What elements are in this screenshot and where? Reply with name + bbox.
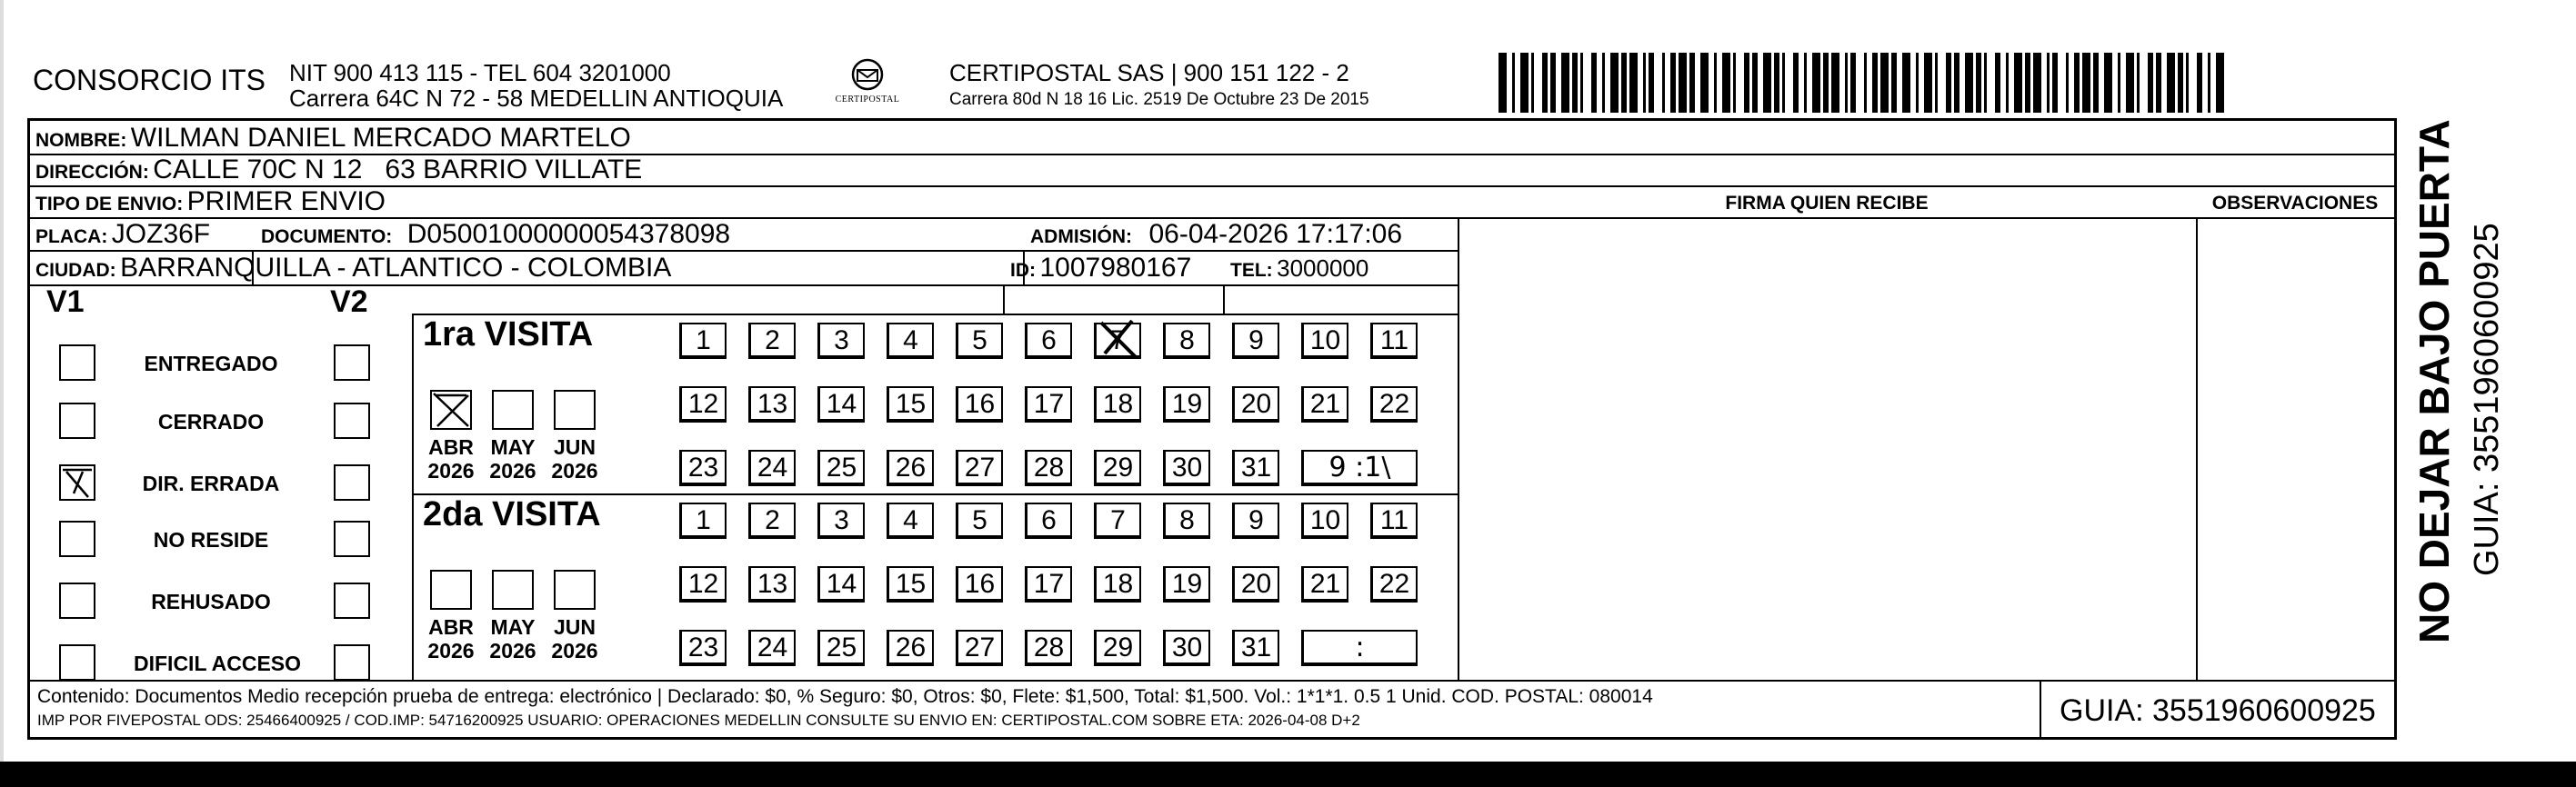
nombre-row <box>35 123 631 158</box>
day-box[interactable]: 17 <box>1025 386 1072 423</box>
barcode-bar <box>1610 53 1619 113</box>
day-box[interactable]: 7 <box>1094 323 1141 359</box>
barcode-bar <box>1872 53 1878 113</box>
admision-cell <box>1030 219 1402 254</box>
barcode-bar <box>1689 53 1695 113</box>
day-box[interactable]: 16 <box>956 386 1003 423</box>
handwritten-cross-icon <box>1096 317 1141 363</box>
visit-title: 1ra VISITA <box>423 315 594 354</box>
month-label: JUN <box>553 615 596 639</box>
barcode-bar <box>2118 53 2120 113</box>
barcode-bar <box>2104 53 2112 113</box>
tel-value: 3000000 <box>1277 254 1369 282</box>
tel-label: TEL: <box>1230 260 1273 281</box>
day-box[interactable]: 31 <box>1232 630 1279 666</box>
year-label: 2026 <box>427 639 475 662</box>
status-label: NO RESIDE <box>153 528 269 552</box>
month-label: MAY <box>490 435 536 459</box>
status-label: REHUSADO <box>151 590 271 613</box>
month-checkbox[interactable] <box>430 390 472 430</box>
day-box[interactable]: 24 <box>748 450 796 486</box>
year-label: 2026 <box>551 639 598 662</box>
month-label: JUN <box>553 435 596 459</box>
bottom-border <box>0 762 2576 787</box>
month-checkbox[interactable] <box>554 570 596 610</box>
placa-label: PLACA: <box>35 226 108 247</box>
id-label: ID: <box>1010 260 1036 281</box>
time-box[interactable]: : <box>1301 630 1418 666</box>
barcode-bar <box>2047 53 2050 113</box>
time-box[interactable]: 9 :1\ <box>1301 450 1418 486</box>
visit-title: 2da VISITA <box>423 495 601 533</box>
barcode-bar <box>1880 53 1889 113</box>
delivery-form <box>27 118 2397 740</box>
day-box[interactable]: 21 <box>1301 386 1348 423</box>
barcode-bar <box>1774 53 1779 113</box>
placa-value: JOZ36F <box>111 219 211 249</box>
day-box[interactable]: 30 <box>1163 450 1210 486</box>
barcode-bar <box>1550 53 1556 113</box>
tel-cell <box>1230 253 1368 288</box>
v1-checkbox[interactable] <box>59 644 95 681</box>
company-address: Carrera 64C N 72 - 58 MEDELLIN ANTIOQUIA <box>289 85 784 112</box>
day-box[interactable]: 3 <box>817 503 865 539</box>
barcode-bar <box>1850 53 1856 113</box>
barcode-bar <box>1714 53 1717 113</box>
day-box[interactable]: 3 <box>817 323 865 359</box>
day-box[interactable]: 24 <box>748 630 796 666</box>
month-checkbox[interactable] <box>492 390 534 430</box>
day-box[interactable]: 10 <box>1301 323 1348 359</box>
company-name: CONSORCIO ITS <box>33 64 266 96</box>
documento-value: D05001000000054378098 <box>406 219 731 249</box>
day-box[interactable]: 2 <box>748 503 796 539</box>
barcode-bar <box>1864 53 1867 113</box>
ciudad-cell <box>35 253 671 288</box>
v1-checkbox[interactable] <box>59 403 95 439</box>
v2-checkbox[interactable] <box>334 464 370 501</box>
day-box[interactable]: 1 <box>679 323 727 359</box>
barcode-bar <box>2093 53 2099 113</box>
day-box[interactable]: 15 <box>887 566 934 603</box>
barcode-bar <box>1700 53 1709 113</box>
month-checkbox[interactable] <box>554 390 596 430</box>
day-box[interactable]: 18 <box>1094 386 1141 423</box>
id-value: 1007980167 <box>1039 253 1192 283</box>
v1-label: V1 <box>46 284 85 319</box>
month-caption <box>423 435 479 483</box>
day-box[interactable]: 20 <box>1232 386 1279 423</box>
day-box[interactable]: 20 <box>1232 566 1279 603</box>
day-box[interactable]: 9 <box>1232 323 1279 359</box>
day-box[interactable]: 15 <box>887 386 934 423</box>
barcode-bar <box>1621 53 1627 113</box>
day-box[interactable]: 11 <box>1370 323 1418 359</box>
day-box[interactable]: 22 <box>1370 566 1418 603</box>
barcode-bar <box>2216 53 2224 113</box>
day-box[interactable]: 2 <box>748 323 796 359</box>
barcode-bar <box>1591 53 1597 113</box>
day-box[interactable]: 26 <box>887 450 934 486</box>
day-box[interactable]: 23 <box>679 630 727 666</box>
day-box[interactable]: 26 <box>887 630 934 666</box>
courier-license: Carrera 80d N 18 16 Lic. 2519 De Octubre 23 De 2015 <box>949 90 1369 109</box>
status-label: ENTREGADO <box>144 352 278 375</box>
status-label: DIFICIL ACCESO <box>134 652 302 675</box>
barcode-bar <box>1831 53 1839 113</box>
v2-label: V2 <box>330 284 368 319</box>
month-checkbox[interactable] <box>492 570 534 610</box>
barcode-bar <box>2156 53 2161 113</box>
day-box[interactable]: 27 <box>956 450 1003 486</box>
barcode-bar <box>2208 53 2210 113</box>
barcode-bar <box>1752 53 1758 113</box>
barcode-bar <box>1733 53 1736 113</box>
day-box[interactable]: 29 <box>1094 450 1141 486</box>
day-box[interactable]: 14 <box>817 386 865 423</box>
month-label: ABR <box>428 435 474 459</box>
day-box[interactable]: 1 <box>679 503 727 539</box>
barcode-bar <box>2148 53 2153 113</box>
day-box[interactable]: 28 <box>1025 630 1072 666</box>
direccion-label: DIRECCIÓN: <box>35 162 149 183</box>
left-edge <box>0 0 4 762</box>
courier-logo <box>831 55 904 109</box>
nombre-value: WILMAN DANIEL MERCADO MARTELO <box>130 123 631 153</box>
v2-checkbox[interactable] <box>334 344 370 381</box>
day-box[interactable]: 25 <box>817 630 865 666</box>
contenido-text: Contenido: Documentos Medio recepción prueba de entrega: electrónico | Declarado: $0, % Seguro: $0, Otros: $0, Flete: $1,500, Total: $1,500. Vol.: 1*1*1. 0.5 1 Unid. COD. POSTAL: 080014 <box>37 686 1653 707</box>
status-label: DIR. ERRADA <box>142 472 280 495</box>
barcode-bar <box>1512 53 1515 113</box>
day-box[interactable]: 21 <box>1301 566 1348 603</box>
barcode-bar <box>1602 53 1605 113</box>
barcode-bar <box>2178 53 2183 113</box>
day-box[interactable]: 29 <box>1094 630 1141 666</box>
day-box[interactable]: 4 <box>887 323 934 359</box>
month-caption <box>485 615 541 662</box>
day-box[interactable]: 13 <box>748 386 796 423</box>
courier-name: CERTIPOSTAL SAS | 900 151 122 - 2 <box>949 59 1349 86</box>
handwritten-mark-icon <box>61 466 94 499</box>
barcode-bar <box>1793 53 1799 113</box>
barcode-bar <box>1643 53 1646 113</box>
year-label: 2026 <box>551 459 598 483</box>
barcode-bar <box>1670 53 1676 113</box>
status-label: CERRADO <box>157 410 265 433</box>
barcode-bar <box>1561 53 1569 113</box>
barcode-bar <box>1804 53 1807 113</box>
day-box[interactable]: 19 <box>1163 566 1210 603</box>
nombre-label: NOMBRE: <box>35 130 127 151</box>
company-nit: NIT 900 413 115 - TEL 604 3201000 <box>289 59 671 86</box>
barcode-bar <box>1542 53 1548 113</box>
day-box[interactable]: 22 <box>1370 386 1418 423</box>
day-box[interactable]: 16 <box>956 566 1003 603</box>
day-box[interactable]: 11 <box>1370 503 1418 539</box>
day-box[interactable]: 10 <box>1301 503 1348 539</box>
barcode-bar <box>1520 53 1529 113</box>
barcode-bar <box>1984 53 1987 113</box>
v1-checkbox[interactable] <box>59 464 95 501</box>
day-box[interactable]: 7 <box>1094 503 1141 539</box>
day-box[interactable]: 4 <box>887 503 934 539</box>
barcode-bar <box>2167 53 2175 113</box>
barcode-bar <box>1744 53 1749 113</box>
barcode-bar <box>1946 53 1951 113</box>
v1-checkbox[interactable] <box>59 521 95 557</box>
v2-checkbox[interactable] <box>334 403 370 439</box>
barcode-bar <box>1580 53 1583 113</box>
v2-checkbox[interactable] <box>334 644 370 681</box>
day-box[interactable]: 17 <box>1025 566 1072 603</box>
placa-cell <box>35 219 210 254</box>
v1-checkbox[interactable] <box>59 583 95 619</box>
barcode-bar <box>2066 53 2069 113</box>
day-box[interactable]: 8 <box>1163 503 1210 539</box>
side-guia: GUIA: 3551960600925 <box>2468 223 2506 576</box>
barcode-bar <box>1629 53 1638 113</box>
barcode-bar <box>2197 53 2202 113</box>
barcode-bar <box>2186 53 2189 113</box>
barcode-bar <box>2074 53 2080 113</box>
observaciones-label: OBSERVACIONES <box>2211 193 2379 214</box>
direccion-row <box>35 154 642 190</box>
id-cell <box>1010 253 1191 288</box>
footer-guia: GUIA: 3551960600925 <box>2060 693 2376 728</box>
v1-checkbox[interactable] <box>59 344 95 381</box>
barcode-bar <box>1782 53 1785 113</box>
barcode-bar <box>1902 53 1910 113</box>
side-warning: NO DEJAR BAJO PUERTA <box>2411 119 2458 643</box>
barcode-bar <box>1498 53 1507 113</box>
barcode-bar <box>1662 53 1665 113</box>
year-label: 2026 <box>489 639 536 662</box>
month-caption <box>546 615 603 662</box>
month-caption <box>485 435 541 483</box>
barcode-bar <box>1954 53 1960 113</box>
barcode-bar <box>1722 53 1730 113</box>
barcode-bar <box>1763 53 1771 113</box>
tipo-envio-label: TIPO DE ENVIO: <box>35 194 184 214</box>
day-box[interactable]: 5 <box>956 503 1003 539</box>
handwritten-mark-icon <box>432 392 470 428</box>
day-box[interactable]: 6 <box>1025 323 1072 359</box>
barcode-bar <box>2137 53 2140 113</box>
day-box[interactable]: 28 <box>1025 450 1072 486</box>
barcode-bar <box>1935 53 1938 113</box>
direccion-value: CALLE 70C N 12 63 BARRIO VILLATE <box>153 154 643 184</box>
day-box[interactable]: 12 <box>679 386 727 423</box>
courier-logo-text: CERTIPOSTAL <box>835 95 900 105</box>
day-box[interactable]: 23 <box>679 450 727 486</box>
barcode-bar <box>1965 53 1973 113</box>
barcode-bar <box>1531 53 1534 113</box>
barcode-bar <box>1812 53 1820 113</box>
barcode-bar <box>2014 53 2022 113</box>
barcode-bar <box>2006 53 2009 113</box>
year-label: 2026 <box>427 459 475 483</box>
day-box[interactable]: 19 <box>1163 386 1210 423</box>
tipo-envio-value: PRIMER ENVIO <box>186 186 386 216</box>
firma-label: FIRMA QUIEN RECIBE <box>1725 193 1929 214</box>
day-box[interactable]: 6 <box>1025 503 1072 539</box>
barcode-bar <box>2033 53 2041 113</box>
month-label: ABR <box>428 615 474 639</box>
day-mark <box>1096 317 1141 367</box>
month-caption <box>546 435 603 483</box>
ciudad-value: BARRANQUILLA - ATLANTICO - COLOMBIA <box>120 253 672 283</box>
ciudad-label: CIUDAD: <box>35 260 116 281</box>
barcode-bar <box>1679 53 1687 113</box>
barcode-bar <box>2052 53 2058 113</box>
day-box[interactable]: 12 <box>679 566 727 603</box>
v2-checkbox[interactable] <box>334 521 370 557</box>
day-box[interactable]: 25 <box>817 450 865 486</box>
barcode-bar <box>2025 53 2030 113</box>
month-label: MAY <box>490 615 536 639</box>
day-box[interactable]: 8 <box>1163 323 1210 359</box>
barcode-bar <box>1916 53 1919 113</box>
barcode-bar <box>1924 53 1932 113</box>
day-box[interactable]: 14 <box>817 566 865 603</box>
barcode-bar <box>1823 53 1829 113</box>
day-box[interactable]: 30 <box>1163 630 1210 666</box>
day-box[interactable]: 13 <box>748 566 796 603</box>
admision-value: 06-04-2026 17:17:06 <box>1148 219 1403 249</box>
month-caption <box>423 615 479 662</box>
barcode-bar <box>2126 53 2134 113</box>
day-box[interactable]: 18 <box>1094 566 1141 603</box>
day-box[interactable]: 5 <box>956 323 1003 359</box>
admision-label: ADMISIÓN: <box>1030 226 1132 247</box>
barcode-bar <box>1649 53 1654 113</box>
documento-cell <box>261 219 730 254</box>
documento-label: DOCUMENTO: <box>261 226 393 247</box>
barcode <box>1498 53 2217 113</box>
day-box[interactable]: 31 <box>1232 450 1279 486</box>
barcode-bar <box>1976 53 1981 113</box>
barcode-bar <box>1845 53 1848 113</box>
v2-checkbox[interactable] <box>334 583 370 619</box>
barcode-bar <box>1995 53 2000 113</box>
month-checkbox[interactable] <box>430 570 472 610</box>
barcode-bar <box>2082 53 2090 113</box>
barcode-bar <box>1572 53 1578 113</box>
tipo-envio-row <box>35 186 386 222</box>
imp-text: IMP POR FIVEPOSTAL ODS: 25466400925 / COD.IMP: 54716200925 USUARIO: OPERACIONES MEDELLIN CONSULTE SU ENVIO EN: CERTIPOSTAL.COM SOBRE ETA: 2026-04-08 D+2 <box>37 712 1360 729</box>
barcode-bar <box>1891 53 1897 113</box>
day-box[interactable]: 27 <box>956 630 1003 666</box>
day-box[interactable]: 9 <box>1232 503 1279 539</box>
year-label: 2026 <box>489 459 536 483</box>
